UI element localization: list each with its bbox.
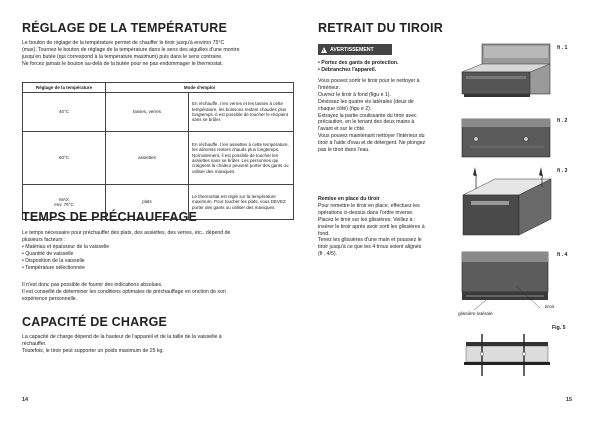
instruction-line: Vous pouvez maintenant nettoyer l'intérieur du [318, 133, 425, 140]
capacity-line: La capacité de charge dépend de la hauteur de l'appareil et de la taille de la vaisselle à [22, 334, 222, 340]
instruction-line: tiroir à l'aide d'eau et de détergent. Ne plongez [318, 140, 426, 147]
warning-label: AVERTISSEMENT [330, 46, 374, 53]
table-header: Réglage de la température [23, 83, 106, 93]
instruction-line: Dévissez les quatre vis latérales (deux de [318, 98, 414, 105]
preheat-note [22, 282, 292, 303]
list-item: • Matériau et épaisseur de la vaisselle [22, 244, 292, 251]
title-drawer-removal: RETRAIT DU TIROIR [318, 21, 443, 35]
title-capacity: CAPACITÉ DE CHARGE [22, 315, 168, 329]
instruction-line: (fi . 4/5). [318, 251, 338, 258]
list-item: • Portez des gants de protection. [318, 60, 399, 66]
instruction-line: précaution, en le tenant des deux mains à [318, 119, 415, 126]
instruction-line: opérations ci-dessus dans l'ordre inverse. [318, 209, 414, 216]
table-cell-items: plats [106, 185, 189, 220]
figure-2-side-screws-illustration [460, 115, 552, 161]
title-preheat: TEMPS DE PRÉCHAUFFAGE [22, 210, 198, 224]
preheat-section [22, 230, 292, 271]
note-line: Il n'est donc pas possible de fournir des indications absolues. [22, 282, 163, 288]
instruction-line: pas le tiroir dans l'eau. [318, 147, 370, 154]
label-tiroir: tiroir [545, 305, 555, 310]
instruction-line: Placez le tiroir sur les glissières. Veillez à : [318, 216, 416, 223]
preheat-factors-list [22, 244, 292, 272]
table-cell-items: tasses, verres [106, 93, 189, 132]
table-cell-temp: MAX env. 75°C [23, 185, 106, 220]
table-cell-temp: 40°C [23, 93, 106, 132]
list-item: • Quantité de vaisselle [22, 251, 292, 258]
table-header-row [23, 83, 294, 93]
label-glissiere-laterale: glissière latérale [458, 312, 493, 317]
warning-list [318, 60, 448, 74]
instruction-line: Ouvrez le tiroir à fond (figu e 1). [318, 91, 391, 98]
instruction-line: tiroir jusqu'à ce que les 4 trous soient alignés [318, 244, 422, 251]
instruction-line: Pour remettre le tiroir en place, effectuez les [318, 202, 420, 209]
table-cell-temp: 60°C [23, 132, 106, 185]
figure-2-label: fi . 2 [557, 118, 568, 124]
table-header: Mode d'emploi [106, 83, 294, 93]
list-item: • Température sélectionnée [22, 265, 292, 272]
note-line: Il est conseillé de déterminer les conditions optimales de préchauffage en onction de son [22, 288, 226, 295]
figure-3-label: fi . 3 [557, 168, 568, 174]
reinstall-instructions [318, 196, 450, 258]
capacity-line: réchauffer. [22, 340, 47, 347]
figure-5-rail-detail-illustration [462, 332, 552, 378]
page-number: 15 [566, 397, 573, 403]
preheat-intro-line: plusieurs facteurs : [22, 236, 66, 243]
removal-instructions [318, 78, 450, 154]
instruction-line: Vous pouvez sortir le tiroir pour le nettoyer à [318, 78, 420, 84]
title-temperature: RÉGLAGE DE LA TEMPÉRATURE [22, 21, 228, 35]
preheat-intro-line: Le temps nécessaire pour préchauffer des plats, des assiettes, des verres, etc.. dépend de [22, 230, 231, 236]
intro-line: Le bouton de réglage de la température permet de chauffer le tiroir jusqu'à environ 75°C [22, 40, 225, 46]
figure-1-label: fi . 1 [557, 45, 568, 51]
capacity-text [22, 334, 292, 355]
table-cell-items: assiettes [106, 132, 189, 185]
warning-banner [318, 44, 392, 55]
figure-1-drawer-open-illustration [460, 42, 552, 104]
note-line: expérience personnelle. [22, 295, 78, 302]
page-number: 14 [22, 397, 29, 403]
figure-4-label: fi . 4 [557, 252, 568, 258]
figure-4-rails-illustration [460, 250, 555, 312]
temperature-intro [22, 40, 292, 68]
list-item: • Disposition de la vaisselle [22, 258, 292, 265]
table-cell-desc: En réchauffe. t les verres et les tasses à cette température, les boissons restent chaudes plus longtemps. Il est possible de toucher le récipient sans se brûler. [189, 93, 294, 132]
instruction-line: insérer le tiroir après avoir sorti les glissières à [318, 223, 425, 230]
table-cell-desc: Le thermostat est réglé sur la température maximum. Pour toucher les plats, vous DEVEZ porter des gants ou utiliser des maniques. [189, 185, 294, 220]
capacity-line: Toutefois, le tiroir peut supporter un poids maximum de 25 kg. [22, 347, 164, 354]
intro-line: (max). Tournez le bouton de réglage de la température dans le sens des aiguilles d'une montre [22, 46, 240, 53]
table-row [23, 93, 294, 132]
instruction-line: fond. [318, 230, 330, 237]
instruction-line: l'intérieur. [318, 84, 341, 91]
instruction-line: Tenez les glissières d'une main et poussez le [318, 237, 422, 244]
intro-line: Ne forcez jamais le bouton au-delà de la butée pour ne pas endommager le thermostat. [22, 60, 223, 67]
warning-icon: ! [321, 47, 327, 53]
reinstall-title: Remise en place du tiroir [318, 196, 380, 202]
instruction-line: l'avant et sur le côté. [318, 126, 366, 133]
instruction-line: chaque côté) (figu e 2). [318, 105, 372, 112]
table-row [23, 132, 294, 185]
figure-5-label: Fig. 5 [552, 325, 566, 331]
instruction-line: Extrayez la partie coulissante du tiroir avec [318, 112, 417, 119]
table-cell-desc: En réchauffe. t les assiettes à cette température, les aliments restent chauds plus longtemps. Normalement, il est possible de toucher les assiettes sans se brûler. Les personnes qui craignent la chaleur peuvent porter des gants ou utiliser des maniques. [189, 132, 294, 185]
list-item: • Débranchez l'appareil. [318, 66, 377, 73]
figure-3-lift-drawer-illustration [455, 165, 555, 243]
temperature-table [22, 82, 294, 220]
intro-line: jusqu'en butée (qui correspond à la température maximum) puis dans le sens contraire. [22, 53, 223, 60]
